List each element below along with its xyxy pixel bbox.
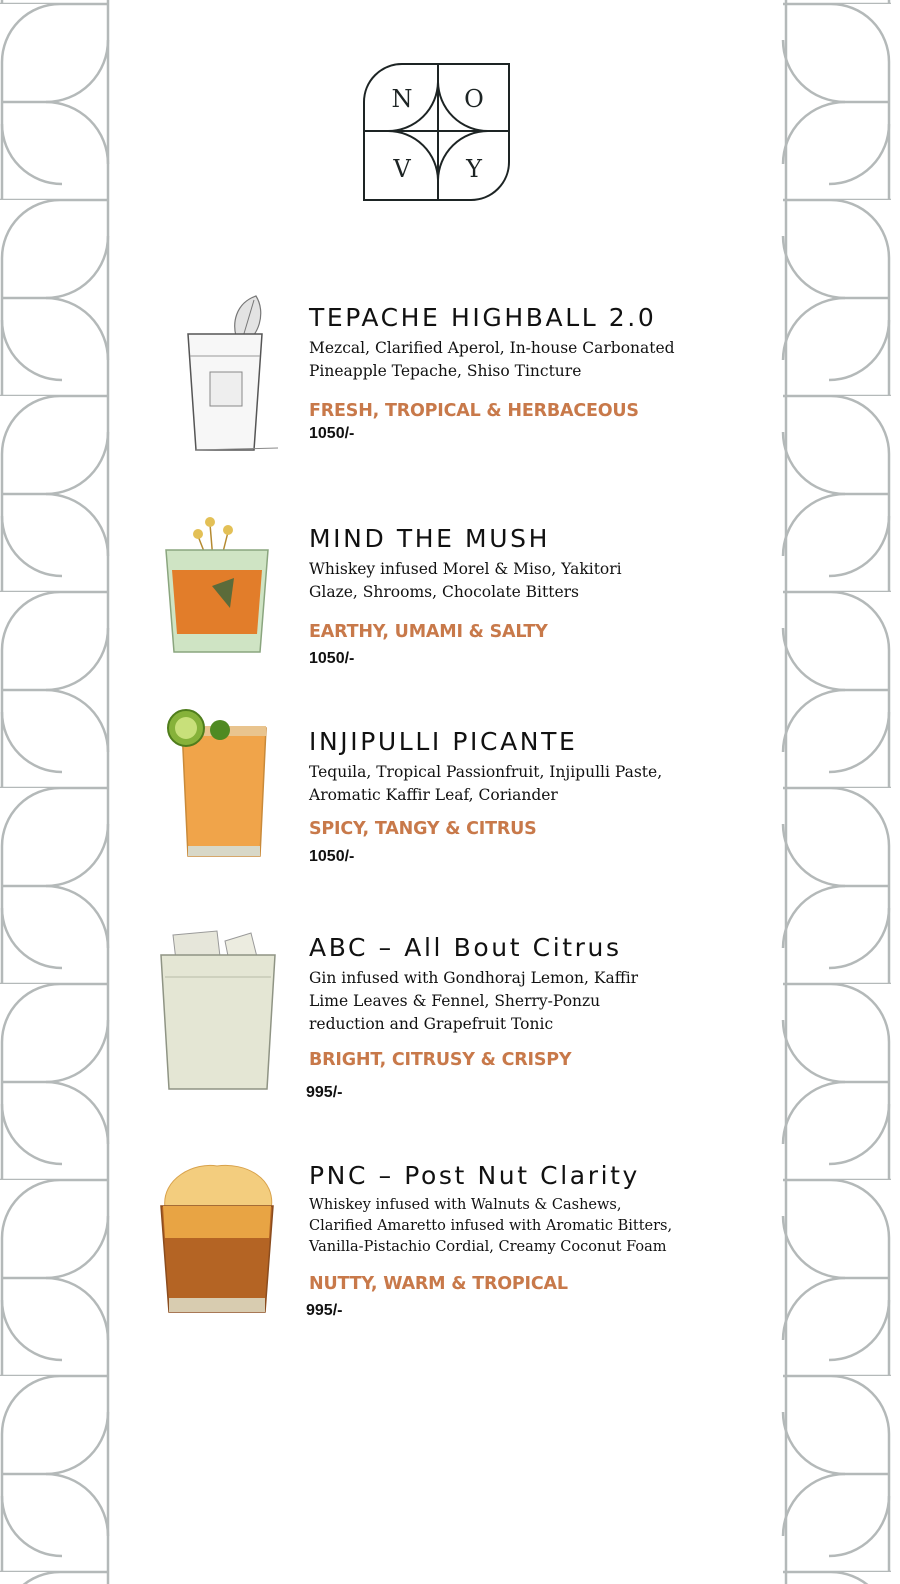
item-name: ABC – All Bout Citrus bbox=[309, 933, 622, 962]
menu-item bbox=[309, 727, 749, 866]
item-price: 1050/- bbox=[309, 848, 355, 865]
item-flavor: FRESH, TROPICAL & HERBACEOUS bbox=[309, 401, 639, 421]
item-name: MIND THE MUSH bbox=[309, 524, 550, 553]
item-description: Mezcal, Clarified Aperol, In-house Carbonated Pineapple Tepache, Shiso Tincture bbox=[309, 339, 675, 380]
menu-item bbox=[309, 303, 749, 443]
item-price: 1050/- bbox=[309, 650, 355, 667]
decorative-border-left bbox=[0, 0, 112, 1584]
menu-item bbox=[306, 933, 749, 1102]
item-description: Tequila, Tropical Passionfruit, Injipulli Paste, Aromatic Kaffir Leaf, Coriander bbox=[309, 763, 663, 804]
item-name: PNC – Post Nut Clarity bbox=[309, 1161, 640, 1190]
item-name: INJIPULLI PICANTE bbox=[309, 727, 578, 756]
decorative-border-right bbox=[779, 0, 891, 1584]
mind-the-mush-illustration bbox=[162, 512, 277, 662]
item-flavor: NUTTY, WARM & TROPICAL bbox=[309, 1274, 568, 1294]
svg-text:N: N bbox=[391, 85, 413, 113]
injipulli-picante-illustration bbox=[162, 706, 272, 864]
item-flavor: BRIGHT, CITRUSY & CRISPY bbox=[309, 1050, 572, 1070]
item-price: 1050/- bbox=[309, 425, 355, 442]
svg-text:O: O bbox=[464, 85, 484, 113]
item-description: Whiskey infused with Walnuts & Cashews, Clarified Amaretto infused with Aromatic Bitters, Vanilla-Pistachio Cordial, Creamy Coconut Foam bbox=[309, 1197, 673, 1255]
pnc-post-nut-clarity-illustration bbox=[155, 1158, 280, 1320]
abc-citrus-illustration bbox=[155, 925, 280, 1095]
item-description: Gin infused with Gondhoraj Lemon, Kaffir Lime Leaves & Fennel, Sherry-Ponzu reduction and Grapefruit Tonic bbox=[309, 969, 639, 1033]
svg-text:Y: Y bbox=[466, 155, 482, 183]
item-price: 995/- bbox=[306, 1302, 343, 1319]
item-flavor: EARTHY, UMAMI & SALTY bbox=[309, 622, 548, 642]
menu-item bbox=[306, 1161, 749, 1320]
svg-text:V: V bbox=[393, 155, 411, 183]
item-price: 995/- bbox=[306, 1084, 343, 1101]
item-description: Whiskey infused Morel & Miso, Yakitori Glaze, Shrooms, Chocolate Bitters bbox=[309, 560, 622, 601]
item-flavor: SPICY, TANGY & CITRUS bbox=[309, 819, 537, 839]
item-name: TEPACHE HIGHBALL 2.0 bbox=[309, 303, 657, 332]
tepache-highball-illustration bbox=[178, 292, 293, 462]
menu-item bbox=[309, 524, 749, 668]
brand-logo bbox=[362, 62, 522, 202]
